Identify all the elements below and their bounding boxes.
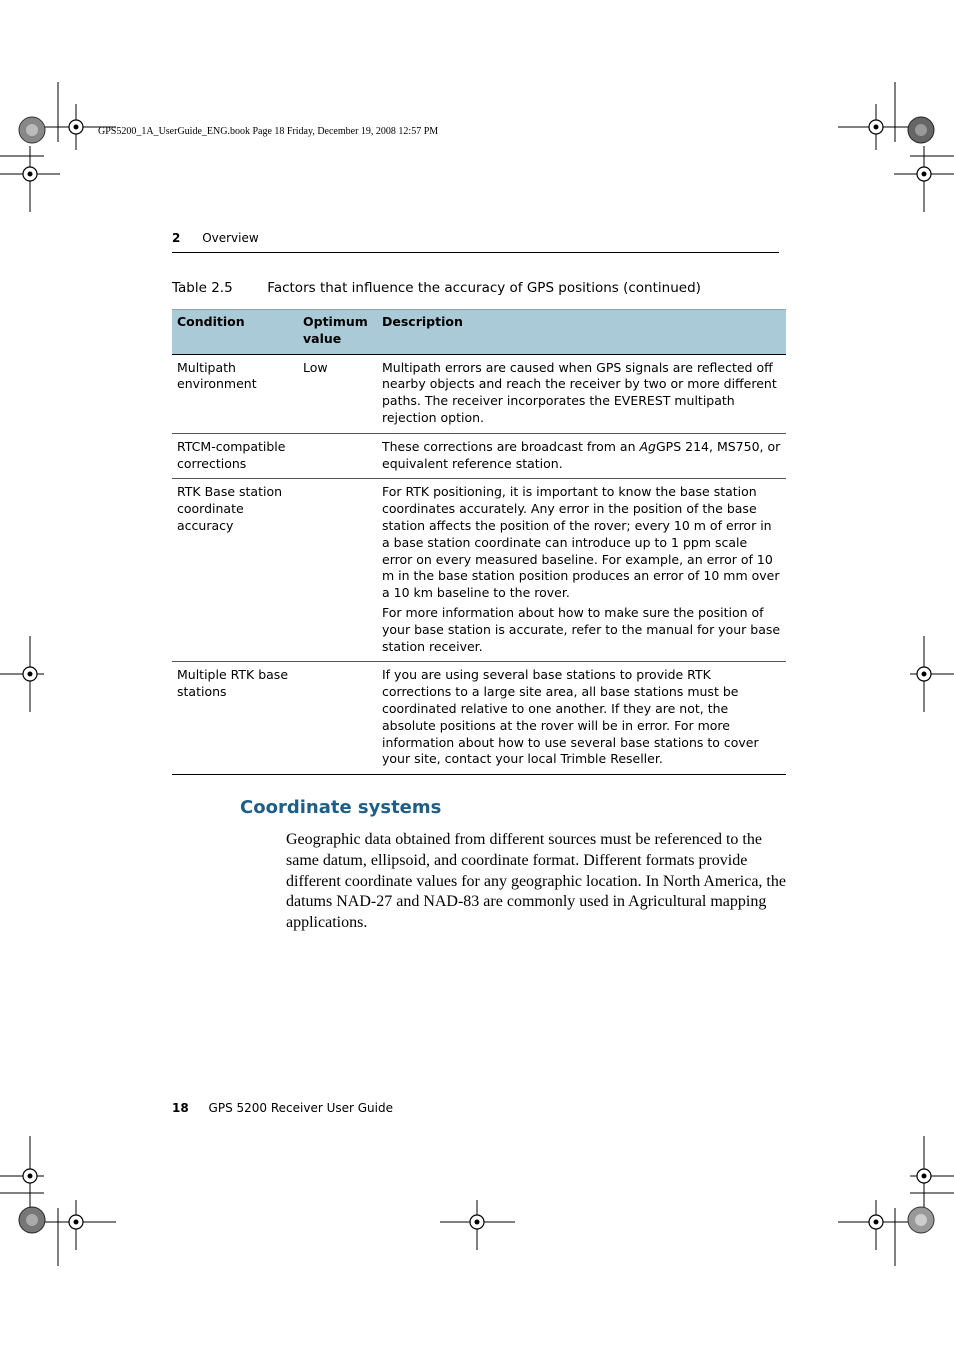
chapter-number: 2 [172, 231, 181, 245]
footer-title: GPS 5200 Receiver User Guide [208, 1101, 393, 1115]
cell-description [377, 479, 786, 662]
table-row [172, 662, 786, 775]
description-emphasis: Ag [639, 438, 656, 454]
cell-condition: RTK Base station coordinate accuracy [172, 479, 298, 662]
print-header: GPS5200_1A_UserGuide_ENG.book Page 18 Friday, December 19, 2008 12:57 PM [98, 126, 439, 137]
table-row [172, 354, 786, 433]
header-optimum: Optimum value [298, 310, 377, 355]
table-caption-text: Factors that influence the accuracy of GPS positions (continued) [267, 280, 701, 296]
header-condition: Condition [172, 310, 298, 355]
description-paragraph: Multipath errors are caused when GPS signals are reflected off nearby objects and reach the receiver by two or more different paths. The receiver incorporates the EVEREST multipath rejection option. [382, 359, 777, 425]
cell-condition: RTCM-compatible corrections [172, 433, 298, 479]
header-rule [172, 252, 779, 253]
cell-description [377, 354, 786, 433]
description-paragraph: If you are using several base stations to provide RTK corrections to a large site area, all base stations must be coordinated relative to one another. If they are not, the absolute positions at the rover will be in error. For more information about how to use several base stations to cover your site, contact your local Trimble Reseller. [382, 667, 759, 767]
table-caption-label: Table 2.5 [172, 280, 233, 296]
cell-optimum [298, 662, 377, 775]
cell-optimum: Low [298, 354, 377, 433]
page-footer [172, 1101, 393, 1115]
description-text: GPS 214, MS750, or equivalent reference station. [382, 438, 781, 471]
description-text: These corrections are broadcast from an [382, 438, 640, 454]
page-number: 18 [172, 1101, 189, 1115]
factors-table [172, 309, 786, 775]
cell-condition: Multipath environment [172, 354, 298, 433]
table-header-row [172, 310, 786, 355]
table-row [172, 433, 786, 479]
running-head [172, 231, 259, 245]
cell-optimum [298, 479, 377, 662]
header-description: Description [377, 310, 786, 355]
section-title: Coordinate systems [240, 797, 442, 818]
cell-description [377, 662, 786, 775]
description-paragraph: For more information about how to make sure the position of your base station is accurate, refer to the manual for your base station receiver. [382, 604, 781, 654]
cell-condition: Multiple RTK base stations [172, 662, 298, 775]
table-caption [172, 280, 701, 296]
table-row [172, 479, 786, 662]
cell-description [377, 433, 786, 479]
cell-optimum [298, 433, 377, 479]
chapter-title: Overview [202, 231, 259, 245]
description-paragraph: For RTK positioning, it is important to know the base station coordinates accurately. Any error in the position of the base station affects the position of the rover; every 10 m of error in a base station coordinate can introduce up to 1 ppm scale error on every measured baseline. For example, an error of 10 m in the base station position produces an error of 10 mm over a 10 km baseline to the rover. [382, 484, 780, 601]
section-paragraph: Geographic data obtained from different sources must be referenced to the same datum, ellipsoid, and coordinate format. Different formats provide different coordinate values for any geographic location. In North America, the datums NAD-27 and NAD-83 are commonly used in Agricultural mapping applications. [286, 831, 786, 932]
